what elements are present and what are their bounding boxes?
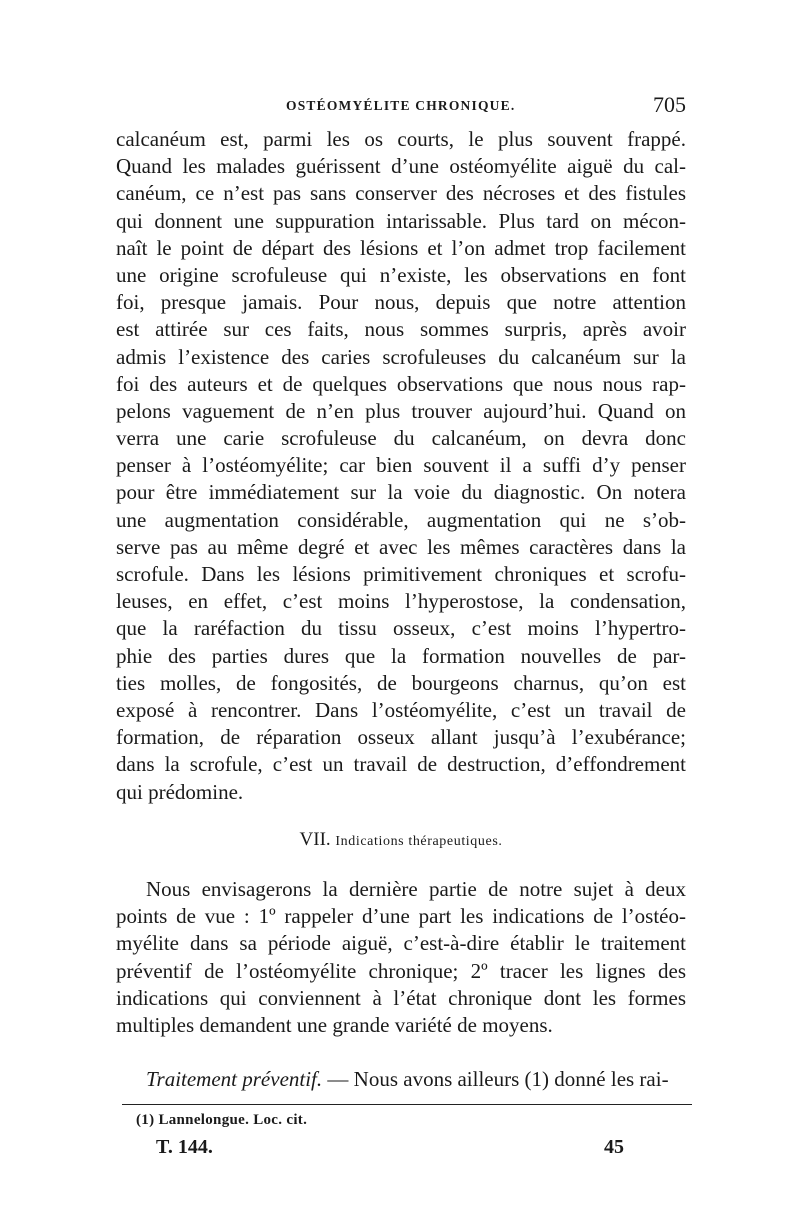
text-line: que la raréfaction du tissu osseux, c’est moins l’hypertro- xyxy=(116,616,686,641)
paragraph-traitement-preventif xyxy=(146,1066,686,1093)
text-line: pour être immédiatement sur la voie du diagnostic. On notera xyxy=(116,480,686,505)
text-line: exposé à rencontrer. Dans l’ostéomyélite, c’est un travail de xyxy=(116,697,686,722)
text-line: penser à l’ostéomyélite; car bien souvent il a suffi d’y penser xyxy=(116,453,686,478)
section-title: Indications thérapeutiques. xyxy=(335,834,503,849)
text-line: une augmentation considérable, augmentation qui ne s’ob- xyxy=(116,507,686,532)
text-line: foi des auteurs et de quelques observations que nous nous rap- xyxy=(116,371,686,396)
page-number: 705 xyxy=(653,92,686,117)
text-line: phie des parties dures que la formation nouvelles de par- xyxy=(116,643,686,668)
text-line: scrofule. Dans les lésions primitivement chroniques et scrofu- xyxy=(116,562,686,586)
running-head xyxy=(116,94,686,120)
footnote: (1) Lannelongue. Loc. cit. xyxy=(136,1112,308,1128)
text-line: est attirée sur ces faits, nous sommes surpris, après avoir xyxy=(116,317,686,342)
text-line: admis l’existence des caries scrofuleuses du calcanéum sur la xyxy=(116,344,686,369)
paragraph-calcaneum xyxy=(116,126,686,806)
text-line: verra une carie scrofuleuse du calcanéum, on devra donc xyxy=(116,426,686,451)
text-line: serve pas au même degré et avec les mêmes caractères dans la xyxy=(116,534,686,559)
text-line: myélite dans sa période aiguë, c’est-à-dire établir le traitement xyxy=(116,931,686,956)
text-line xyxy=(146,1066,686,1093)
text-line: ties molles, de fongosités, de bourgeons charnus, qu’on est xyxy=(116,670,686,695)
text-line: formation, de réparation osseux allant jusqu’à l’exubérance; xyxy=(116,725,686,750)
footnote-rule xyxy=(122,1104,692,1105)
section-heading xyxy=(116,828,686,854)
text-line: qui prédomine. xyxy=(116,779,244,804)
text-line: leuses, en effet, c’est moins l’hyperostose, la condensation, xyxy=(116,589,686,614)
text-run: — Nous avons ailleurs (1) donné les rai- xyxy=(322,1067,669,1091)
paragraph-indications xyxy=(116,876,686,1039)
text-line: préventif de l’ostéomyélite chronique; 2º tracer les lignes des xyxy=(116,958,686,983)
text-line: points de vue : 1º rappeler d’une part les indications de l’ostéo- xyxy=(116,904,686,929)
section-numeral: VII. xyxy=(299,829,331,850)
signature-mark: 45 xyxy=(604,1136,624,1158)
text-line: qui donnent une suppuration intarissable. Plus tard on mécon- xyxy=(116,208,686,233)
volume-label: T. 144. xyxy=(156,1136,213,1158)
text-line: naît le point de départ des lésions et l’on admet trop facilement xyxy=(116,235,686,260)
running-head-title: OSTÉOMYÉLITE CHRONIQUE. xyxy=(286,98,516,113)
text-line: Quand les malades guérissent d’une ostéomyélite aiguë du cal- xyxy=(116,154,686,179)
text-line: canéum, ce n’est pas sans conserver des nécroses et des fistules xyxy=(116,181,686,206)
text-line: calcanéum est, parmi les os courts, le plus souvent frappé. xyxy=(116,127,686,151)
text-line: multiples demandent une grande variété de moyens. xyxy=(116,1012,553,1037)
text-line: Nous envisagerons la dernière partie de notre sujet à deux xyxy=(146,877,686,901)
text-line: foi, presque jamais. Pour nous, depuis que notre attention xyxy=(116,290,686,315)
text-line: une origine scrofuleuse qui n’existe, les observations en font xyxy=(116,262,686,287)
text-line: dans la scrofule, c’est un travail de destruction, d’effondrement xyxy=(116,752,686,777)
text-line: indications qui conviennent à l’état chronique dont les formes xyxy=(116,985,686,1010)
text-line: pelons vaguement de n’en plus trouver aujourd’hui. Quand on xyxy=(116,398,686,423)
italic-run-heading: Traitement préventif. xyxy=(146,1067,323,1091)
